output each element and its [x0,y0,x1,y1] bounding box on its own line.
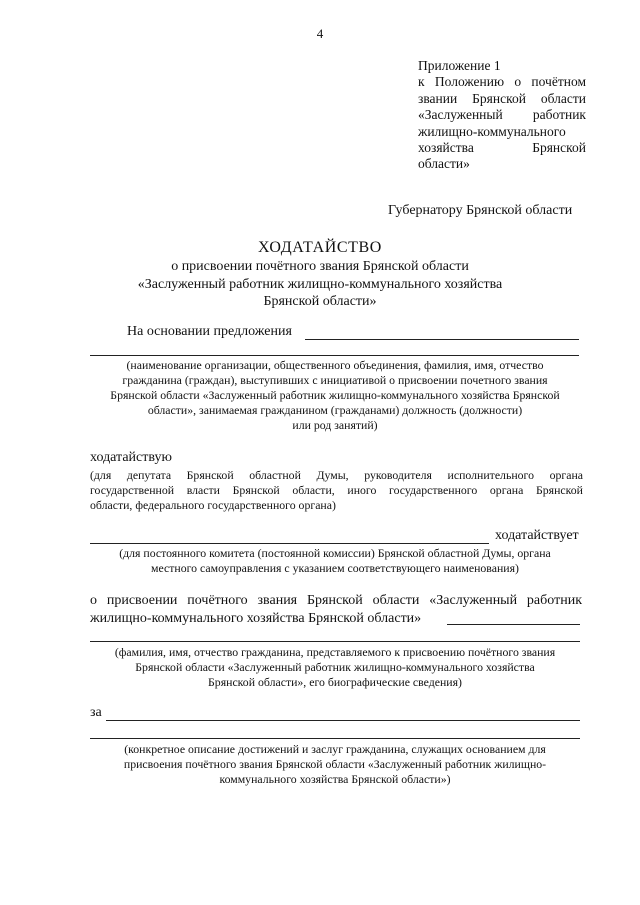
note-line: (фамилия, имя, отчество гражданина, представляемого к присвоению почётного звания [114,645,556,659]
appendix-line: области» [418,156,470,172]
note-line: гражданина (граждан), выступивших с инициативой о присвоении почетного звания [122,373,548,387]
document-subtitle-line: о присвоении почётного звания Брянской области [171,259,469,274]
petition-word: ходатайствую [90,450,172,465]
appendix-line: «Заслуженный работник [418,107,586,123]
document-heading [0,238,640,311]
award-text-line: о присвоении почётного звания Брянской области «Заслуженный работник [90,593,582,608]
note-line: Брянской области «Заслуженный работник жилищно-коммунального хозяйства [135,660,535,674]
note-nominee [88,645,582,690]
award-text [90,592,582,628]
basis-input-line-2[interactable] [90,355,579,356]
document-title: ХОДАТАЙСТВО [258,239,382,256]
note-line: (наименование организации, общественного объединения, фамилия, имя, отчество [126,358,544,372]
note-line: или род занятий) [292,418,378,432]
document-subtitle-line: «Заслуженный работник жилищно-коммунального хозяйства [137,276,503,292]
nominee-input-line-2[interactable] [90,641,580,642]
note-line: (для постоянного комитета (постоянной комиссии) Брянской областной Думы, органа [119,546,551,560]
note-deputy [90,468,583,513]
note-line: коммунального хозяйства Брянской области») [219,772,451,786]
appendix-line: хозяйства Брянской [418,140,586,156]
appendix-line: к Положению о почётном [418,74,586,90]
document-subtitle-line: Брянской области» [263,294,377,309]
note-committee [88,546,582,576]
award-text-line: жилищно-коммунального хозяйства Брянской области» [90,611,422,626]
note-line: Брянской области», его биографические сведения) [208,675,462,689]
nominee-input-line[interactable] [447,624,580,625]
basis-input-line[interactable] [305,339,579,340]
merits-input-line-2[interactable] [90,738,580,739]
note-line: присвоения почётного звания Брянской области «Заслуженный работник жилищно- [123,757,547,771]
page-number: 4 [316,26,324,41]
basis-label: На основании предложения [127,324,292,339]
appendix-line: звании Брянской области [418,90,586,106]
note-line: (для депутата Брянской областной Думы, руководителя исполнительного органа [90,468,583,482]
note-line: области», занимаемая гражданином (гражданами) должность (должности) [147,403,523,417]
note-line: местного самоуправления с указанием соответствующего наименования) [151,561,519,575]
note-initiator [88,358,582,433]
note-merits [88,742,582,787]
appendix-line: жилищно-коммунального [418,123,566,139]
committee-input-line[interactable] [90,543,489,544]
appendix-line: Приложение 1 [418,58,501,73]
addressee: Губернатору Брянской области [388,203,573,218]
petitions-word: ходатайствует [495,528,579,543]
appendix-note [418,58,586,173]
for-word: за [90,705,102,720]
note-line: Брянской области «Заслуженный работник жилищно-коммунального хозяйства Брянской [110,388,560,402]
note-line: государственной власти Брянской области, иного государственного органа Брянской [90,483,583,497]
merits-input-line[interactable] [106,720,580,721]
note-line: (конкретное описание достижений и заслуг гражданина, служащих основанием для [124,742,546,756]
note-line: области, федерального государственного органа) [90,498,336,512]
